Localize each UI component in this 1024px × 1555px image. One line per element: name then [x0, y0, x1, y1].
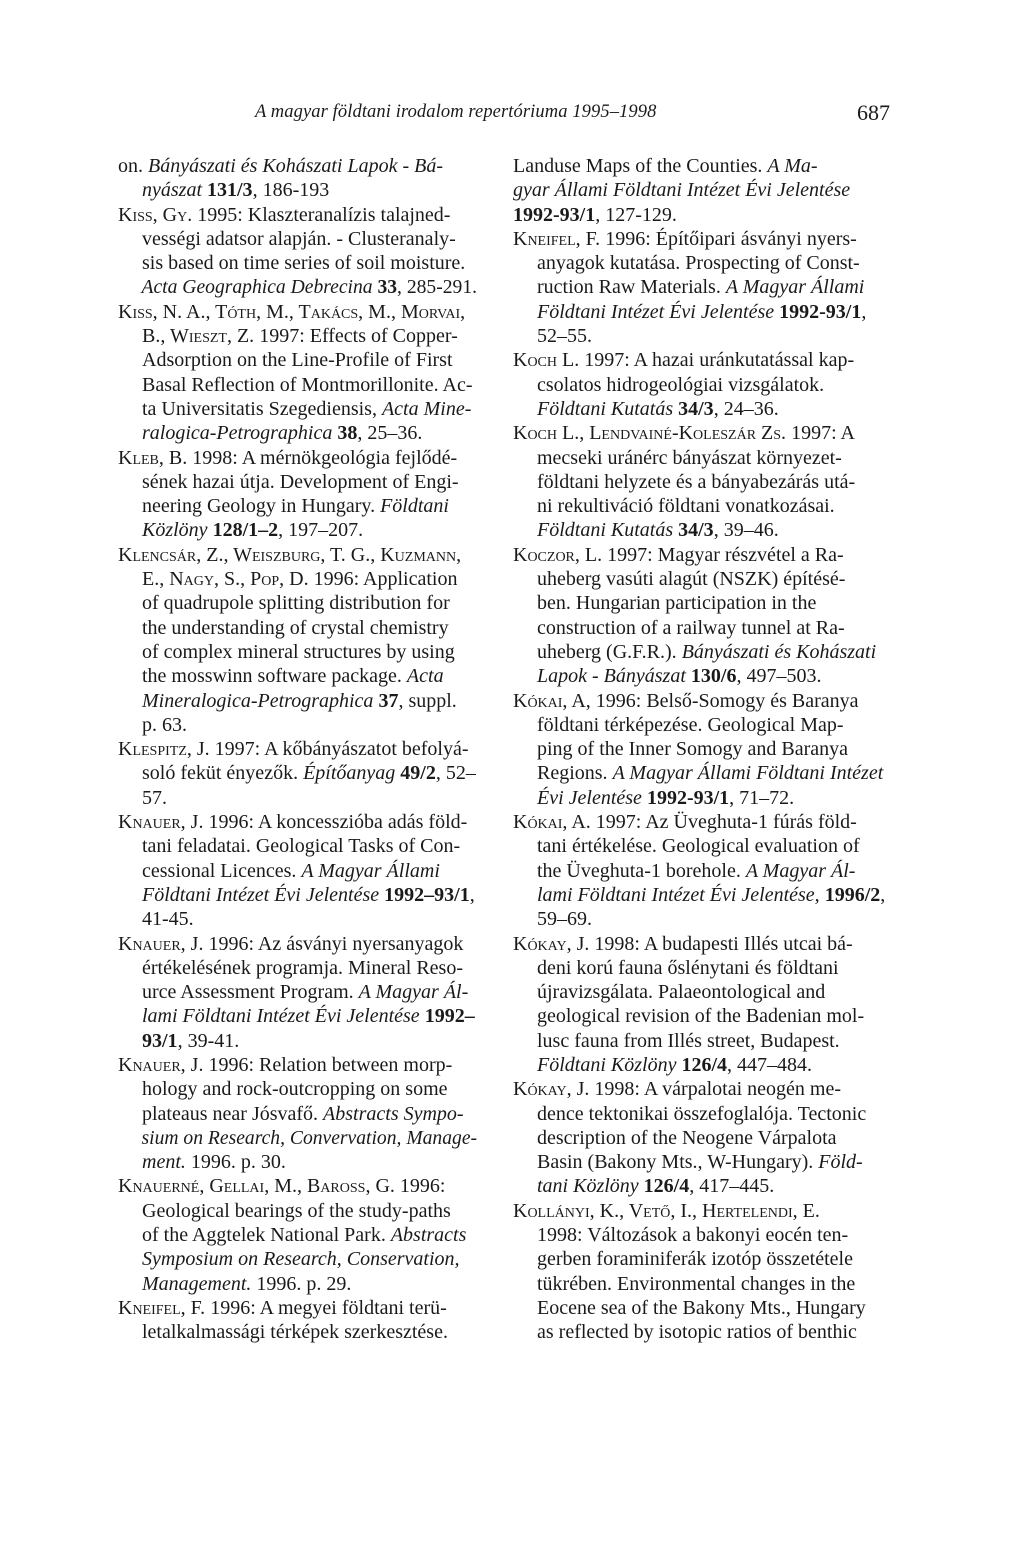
text-run: tükrében. Environmental changes in the	[537, 1272, 856, 1295]
text-run: description of the Neogene Várpalota	[537, 1126, 837, 1149]
text-run: 59–69.	[537, 908, 592, 931]
bold-run: 1992-93/1	[513, 203, 596, 226]
text-run: 1998: A mérnökgeológia fejlődé-	[187, 446, 458, 469]
text-run: ,	[861, 300, 867, 323]
text-run: 1996: Relation between morp-	[203, 1053, 453, 1076]
text-run: sének hazai útja. Development of Engi-	[142, 470, 459, 493]
entry-line	[118, 1320, 478, 1344]
author-names: Knauerné, Gellai, M., Baross, G.	[118, 1175, 395, 1198]
entry-line	[118, 907, 478, 931]
text-run: , 71–72.	[729, 786, 795, 809]
entry-first-line	[513, 1077, 901, 1101]
text-run: 1997: Magyar részvétel a Ra-	[602, 543, 844, 566]
running-title: A magyar földtani irodalom repertóriuma 1995–1998	[255, 102, 657, 122]
italic-run: nyászat	[142, 179, 202, 202]
author-names: Knauer, J.	[118, 1053, 204, 1076]
text-run: the mosswinn software package.	[142, 665, 407, 688]
entry-first-line	[118, 932, 478, 956]
entry-line	[513, 154, 901, 178]
text-run: Landuse Maps of the Counties.	[513, 155, 768, 177]
entry-line	[513, 1296, 901, 1320]
entry-first-line	[513, 543, 901, 567]
text-run: 1997: Az Üveghuta-1 fúrás föld-	[590, 811, 857, 834]
entry-line	[118, 689, 478, 713]
entry-line	[118, 348, 478, 372]
entry-line	[513, 1004, 901, 1028]
entry-line	[118, 591, 478, 615]
text-run: , 285-291.	[397, 276, 478, 299]
bold-run: 1992-93/1	[646, 786, 730, 809]
italic-run: A Magyar Ál-	[745, 859, 856, 882]
entry-line	[513, 591, 901, 615]
author-names: E., Nagy, S., Pop, D.	[142, 568, 309, 591]
text-run: ,	[469, 883, 475, 906]
entry-line	[513, 859, 901, 883]
entry-line	[118, 980, 478, 1004]
author-names: Knauer, J.	[118, 811, 204, 834]
text-run: újravizsgálata. Palaeontological and	[537, 981, 826, 1004]
author-names: Koch L.	[513, 349, 580, 372]
italic-run: Közlöny	[142, 519, 208, 542]
italic-run: Földtani Intézet Évi Jelentése	[142, 883, 380, 906]
text-run: ruction Raw Materials.	[537, 276, 726, 299]
entry-first-line	[513, 1199, 901, 1223]
italic-run: Acta Geographica Debrecina	[141, 276, 373, 299]
entry-line	[118, 470, 478, 494]
italic-run: A Magyar Állami	[725, 276, 865, 299]
entry-line	[513, 1029, 901, 1053]
author-names: Kiss, Gy.	[118, 203, 193, 226]
entry-line	[513, 446, 901, 470]
author-names: Koch L., Lendvainé-Koleszár Zs.	[513, 422, 787, 445]
author-names: Klencsár, Z., Weiszburg, T. G., Kuzmann,	[118, 543, 462, 566]
entry-line	[118, 1029, 478, 1053]
italic-run: Földtani Közlöny	[537, 1053, 677, 1076]
bold-run: 93/1	[142, 1029, 178, 1052]
entry-line	[118, 761, 478, 785]
author-names: Kneifel, F.	[513, 227, 601, 250]
text-run: , 197–207.	[278, 519, 364, 542]
text-run: 1996: A megyei földtani terü-	[205, 1296, 447, 1319]
text-run: , 39-41.	[177, 1029, 240, 1052]
text-run: Geological bearings of the study-paths	[142, 1199, 451, 1222]
text-run: gerben foraminiferák izotóp összetétele	[537, 1248, 853, 1271]
entry-line	[118, 518, 478, 542]
entry-line	[513, 397, 901, 421]
text-run: , suppl.	[398, 689, 457, 712]
entry-line	[118, 1199, 478, 1223]
text-run: construction of a railway tunnel at Ra-	[537, 616, 845, 639]
entry-line	[513, 1102, 901, 1126]
entry-line	[118, 1004, 478, 1028]
text-run: 1997: A hazai uránkutatással kap-	[579, 349, 855, 372]
bold-run: 1996/2	[824, 883, 881, 906]
italic-run: A Magyar Állami	[301, 859, 440, 882]
entry-line	[513, 640, 901, 664]
entry-line	[513, 616, 901, 640]
text-run: plateaus near Jósvafő.	[142, 1102, 324, 1125]
entry-line	[118, 494, 478, 518]
text-run: , 497–503.	[736, 665, 822, 688]
italic-run: Symposium on Research, Conservation,	[142, 1248, 460, 1271]
entry-line	[513, 956, 901, 980]
right-column	[513, 154, 901, 1345]
text-run: 1997: A	[786, 422, 855, 445]
entry-line	[513, 567, 901, 591]
text-run: , 24–36.	[713, 397, 779, 420]
entry-line	[118, 397, 478, 421]
entry-line	[513, 203, 901, 227]
text-run: , 447–484.	[727, 1053, 813, 1076]
bold-run: 1992–93/1	[384, 883, 470, 906]
author-names: Kókai, A.	[513, 811, 591, 834]
entry-line	[513, 883, 901, 907]
text-run: 52–55.	[537, 325, 592, 348]
text-run: of quadrupole splitting distribution for	[142, 592, 450, 615]
italic-run: Építőanyag	[303, 762, 396, 785]
entry-line	[118, 1102, 478, 1126]
italic-run: Földtani Kutatás	[537, 519, 674, 542]
italic-run: Földtani	[380, 495, 449, 518]
text-run: as reflected by isotopic ratios of benthic	[537, 1321, 857, 1344]
entry-line	[118, 956, 478, 980]
bold-run: 131/3	[207, 179, 253, 202]
entry-first-line	[513, 348, 901, 372]
entry-line	[118, 834, 478, 858]
entry-line	[118, 1150, 478, 1174]
bold-run: 37	[378, 689, 399, 712]
text-run: , 417–445.	[689, 1175, 775, 1198]
text-run: the understanding of crystal chemistry	[142, 616, 449, 639]
text-run: 57.	[142, 786, 167, 809]
entry-line	[118, 1247, 478, 1271]
italic-run: tani Közlöny	[537, 1175, 639, 1198]
text-run: 1996: A koncesszióba adás föld-	[203, 811, 468, 834]
entry-line	[513, 178, 901, 202]
bold-run: 34/3	[678, 397, 714, 420]
entry-first-line	[118, 154, 478, 178]
entry-line	[513, 737, 901, 761]
italic-run: Bányászati és Kohászati Lapok - Bá-	[148, 155, 443, 177]
entry-line	[118, 616, 478, 640]
entry-line	[118, 713, 478, 737]
text-run: anyagok kutatása. Prospecting of Const-	[537, 252, 860, 275]
italic-run: Földtani Intézet Évi Jelentése	[537, 300, 775, 323]
text-run: 1996: Application	[308, 568, 458, 591]
text-run: tani értékelése. Geological evaluation of	[537, 835, 860, 858]
text-run: földtani térképezése. Geological Map-	[537, 713, 844, 736]
text-run: hology and rock-outcropping on some	[142, 1078, 448, 1101]
text-run: , 127-129.	[595, 203, 677, 226]
entry-line	[118, 251, 478, 275]
entry-line	[513, 1320, 901, 1344]
italic-run: Acta	[406, 665, 444, 688]
text-run: letalkalmassági térképek szerkesztése.	[142, 1321, 448, 1344]
text-run: ben. Hungarian participation in the	[537, 592, 817, 615]
text-run: 1996. p. 29.	[251, 1272, 352, 1295]
text-run: 1998: A budapesti Illés utcai bá-	[589, 932, 853, 955]
text-run: sis based on time series of soil moisture.	[142, 252, 466, 275]
italic-run: Föld-	[818, 1151, 863, 1174]
italic-run: ment.	[142, 1151, 186, 1174]
entry-line	[118, 227, 478, 251]
entry-line	[118, 1126, 501, 1150]
entry-line	[513, 980, 901, 1004]
entry-line	[118, 178, 478, 202]
text-run: , 186-193	[252, 179, 330, 202]
text-run: urce Assessment Program.	[142, 981, 359, 1004]
text-run: ta Universitatis Szegediensis,	[142, 397, 382, 420]
entry-line	[118, 324, 478, 348]
author-names: Knauer, J.	[118, 932, 204, 955]
entry-line	[513, 275, 901, 299]
author-names: B., Wieszt, Z.	[142, 325, 255, 348]
entry-first-line	[118, 300, 478, 324]
italic-run: gyar Állami Földtani Intézet Évi Jelentése	[513, 179, 851, 202]
text-run: Basal Reflection of Montmorillonite. Ac-	[142, 373, 473, 396]
running-head	[0, 102, 1024, 130]
bold-run: 1992-93/1	[779, 300, 862, 323]
text-run: 1996. p. 30.	[185, 1151, 286, 1174]
entry-line	[118, 640, 478, 664]
text-run: 1996: Építőipari ásványi nyers-	[600, 227, 857, 250]
entry-line	[513, 470, 901, 494]
entry-line	[513, 1174, 901, 1198]
text-run: 1995: Klaszteranalízis talajned-	[192, 203, 451, 226]
author-names: Klespitz, J.	[118, 738, 210, 761]
italic-run: ralogica-Petrographica	[142, 422, 333, 445]
entry-line	[513, 761, 901, 785]
italic-run: Management.	[142, 1272, 252, 1295]
text-run: tani feladatai. Geological Tasks of Con-	[142, 835, 461, 858]
text-run: on.	[118, 155, 148, 177]
italic-run: Bányászati és Kohászati	[681, 640, 877, 663]
text-run: vességi adatsor alapján. - Clusteranaly-	[142, 227, 456, 250]
entry-line	[513, 1126, 901, 1150]
entry-line	[513, 1053, 901, 1077]
text-run: 1997: A kőbányászatot befolyá-	[209, 738, 469, 761]
entry-line	[513, 1247, 901, 1271]
text-run: Adsorption on the Line-Profile of First	[142, 349, 453, 372]
author-names: Kiss, N. A., Tóth, M., Takács, M., Morvai,	[118, 300, 466, 323]
entry-line	[118, 567, 478, 591]
entry-line	[513, 834, 901, 858]
author-names: Kókay, J.	[513, 1078, 590, 1101]
entry-line	[513, 251, 901, 275]
text-run: 41-45.	[142, 908, 194, 931]
text-run: lusc fauna from Illés street, Budapest.	[537, 1029, 840, 1052]
text-run: 1996: Belső-Somogy és Baranya	[590, 689, 859, 712]
page-number: 687	[857, 100, 890, 125]
text-run: , 25–36.	[357, 422, 423, 445]
text-run: földtani helyzete és a bányabezárás utá-	[537, 470, 856, 493]
text-run: Regions.	[537, 762, 613, 785]
text-run: , 39–46.	[713, 519, 779, 542]
text-run: cessional Licences.	[142, 859, 302, 882]
italic-run: Abstracts	[390, 1224, 467, 1247]
italic-run: A Magyar Állami Földtani Intézet	[612, 762, 884, 785]
author-names: Kókay, J.	[513, 932, 590, 955]
entry-line	[118, 883, 478, 907]
text-run: geological revision of the Badenian mol-	[537, 1005, 865, 1028]
entry-first-line	[513, 810, 901, 834]
entry-first-line	[118, 446, 478, 470]
bold-run: 128/1–2	[212, 519, 279, 542]
author-names: Kneifel, F.	[118, 1296, 206, 1319]
bold-run: 130/6	[690, 665, 737, 688]
bold-run: 34/3	[678, 519, 714, 542]
text-run: ping of the Inner Somogy and Baranya	[537, 738, 849, 761]
entry-line	[513, 373, 901, 397]
author-names: Kókai, A,	[513, 689, 591, 712]
text-run: , 52–	[435, 762, 476, 785]
italic-run: Mineralogica-Petrographica	[142, 689, 374, 712]
italic-run: Acta Mine-	[381, 397, 472, 420]
italic-run: Földtani Kutatás	[537, 397, 674, 420]
entry-first-line	[513, 421, 901, 445]
entry-line	[118, 275, 501, 299]
italic-run: lami Földtani Intézet Évi Jelentése	[142, 1005, 420, 1028]
entry-line	[118, 786, 478, 810]
entry-first-line	[118, 543, 478, 567]
entry-first-line	[513, 932, 901, 956]
text-run: 1998: Változások a bakonyi eocén ten-	[537, 1224, 849, 1247]
text-run: uheberg (G.F.R.).	[537, 640, 682, 663]
italic-run: sium on Research, Convervation, Manage-	[141, 1126, 478, 1149]
text-run: deni korú fauna őslénytani és földtani	[537, 956, 839, 979]
text-run: Basin (Bakony Mts., W-Hungary).	[537, 1151, 819, 1174]
author-names: Koczor, L.	[513, 543, 603, 566]
text-run: 1996: Az ásványi nyersanyagok	[203, 932, 464, 955]
bold-run: 1992–	[424, 1005, 475, 1028]
text-run: ,	[880, 883, 886, 906]
entry-first-line	[118, 1174, 478, 1198]
entry-line	[513, 713, 901, 737]
text-run: of complex mineral structures by using	[142, 640, 455, 663]
entry-first-line	[513, 227, 901, 251]
bold-run: 49/2	[400, 762, 436, 785]
entry-first-line	[118, 737, 478, 761]
entry-line	[118, 1223, 478, 1247]
text-run: p. 63.	[142, 713, 187, 736]
entry-line	[118, 664, 478, 688]
italic-run: A Magyar Ál-	[358, 981, 469, 1004]
entry-line	[513, 324, 901, 348]
italic-run: Lapok - Bányászat	[537, 665, 686, 688]
text-run: ni rekultiváció földtani vonatkozásai.	[537, 495, 835, 518]
entry-first-line	[513, 689, 901, 713]
text-run: Eocene sea of the Bakony Mts., Hungary	[537, 1296, 866, 1319]
text-run: dence tektonikai összefoglalója. Tectonic	[537, 1102, 867, 1125]
entry-line	[118, 373, 478, 397]
entry-first-line	[118, 810, 478, 834]
entry-first-line	[118, 1296, 478, 1320]
text-run: soló feküt ényezők.	[142, 762, 304, 785]
text-run: of the Aggtelek National Park.	[142, 1224, 391, 1247]
entry-first-line	[118, 1053, 478, 1077]
text-run: mecseki uránérc bányászat környezet-	[537, 446, 842, 469]
entry-line	[513, 786, 901, 810]
italic-run: lami Földtani Intézet Évi Jelentése,	[537, 883, 820, 906]
entry-line	[513, 300, 901, 324]
text-run: értékelésének programja. Mineral Reso-	[142, 956, 463, 979]
entry-first-line	[118, 203, 478, 227]
bold-run: 126/4	[681, 1053, 728, 1076]
entry-line	[513, 494, 901, 518]
entry-line	[513, 1272, 901, 1296]
bold-run: 33	[377, 276, 398, 299]
text-run: neering Geology in Hungary.	[142, 495, 381, 518]
italic-run: Évi Jelentése	[537, 786, 642, 809]
entry-line	[118, 1272, 478, 1296]
entry-line	[513, 907, 901, 931]
entry-line	[513, 664, 901, 688]
entry-line	[513, 1223, 901, 1247]
entry-line	[118, 421, 478, 445]
entry-line	[118, 1077, 478, 1101]
author-names: Kollányi, K., Vető, I., Hertelendi, E.	[513, 1199, 820, 1222]
author-names: Kleb, B.	[118, 446, 188, 469]
italic-run: Abstracts Sympo-	[323, 1102, 464, 1125]
text-run: csolatos hidrogeológiai vizsgálatok.	[537, 373, 825, 396]
left-column	[118, 154, 478, 1345]
italic-run: A Ma-	[767, 155, 818, 177]
text-run: 1997: Effects of Copper-	[254, 325, 458, 348]
entry-line	[118, 859, 478, 883]
text-run: 1996:	[394, 1175, 446, 1198]
text-run: 1998: A várpalotai neogén me-	[589, 1078, 841, 1101]
entry-line	[513, 518, 901, 542]
entry-line	[513, 1150, 901, 1174]
bold-run: 38	[337, 422, 358, 445]
text-run: uheberg vasúti alagút (NSZK) építésé-	[537, 568, 846, 591]
text-run: the Üveghuta-1 borehole.	[537, 859, 746, 882]
bold-run: 126/4	[643, 1175, 690, 1198]
